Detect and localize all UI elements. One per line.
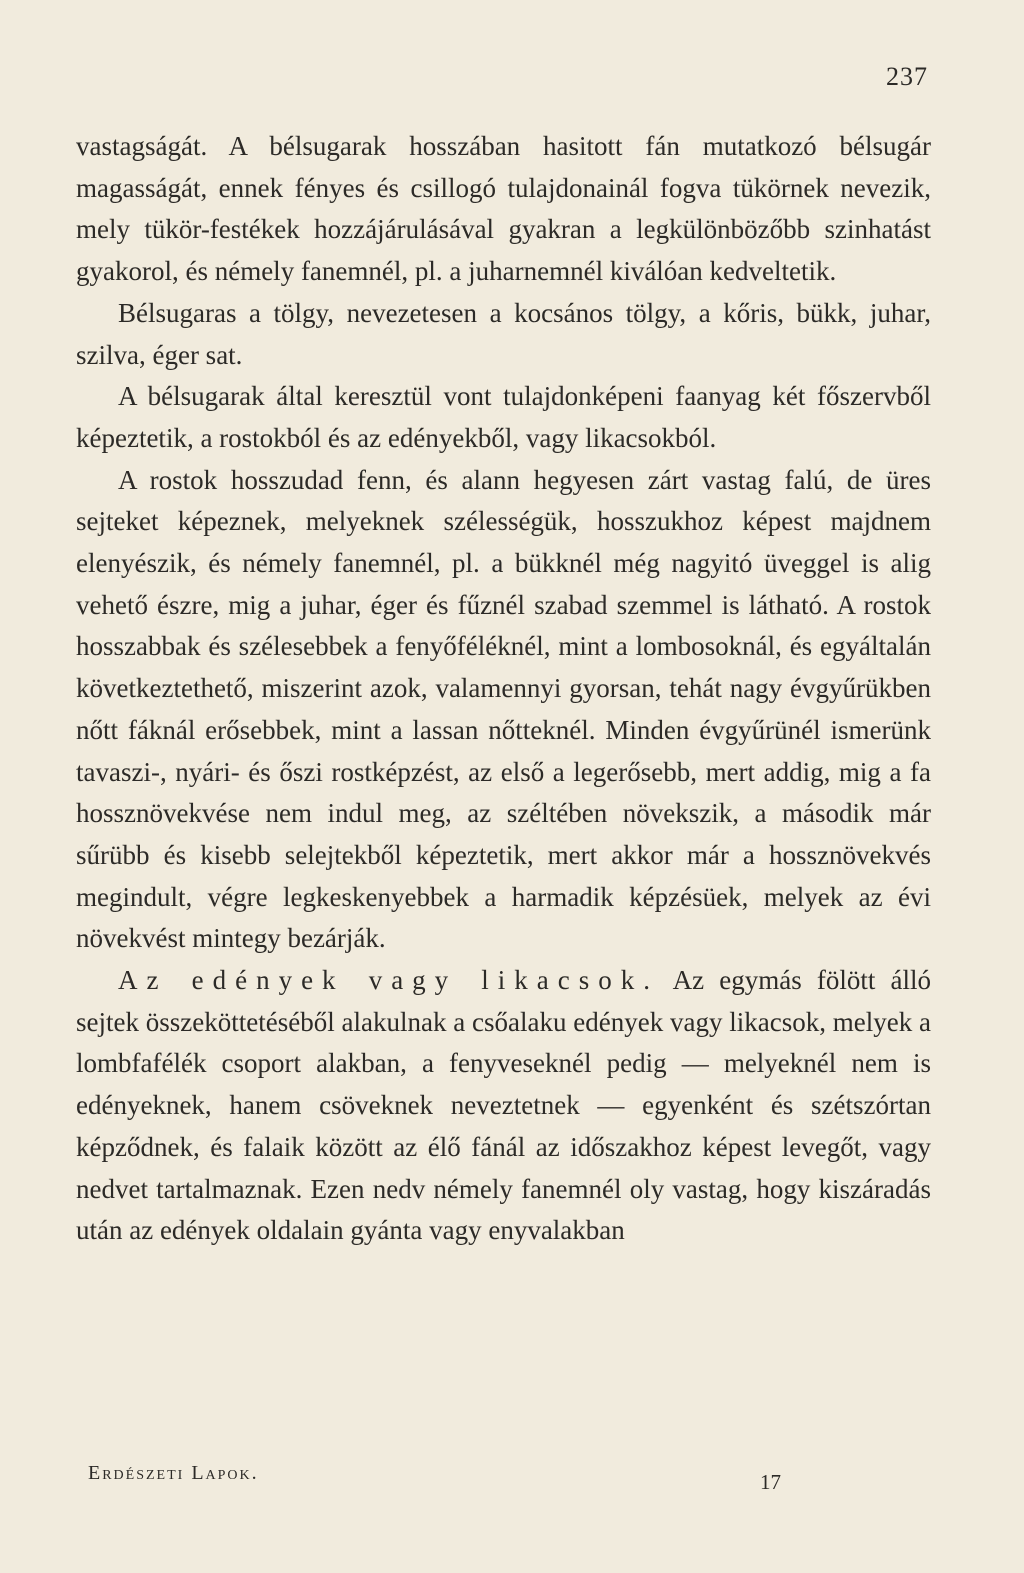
journal-title: Erdészeti Lapok. xyxy=(88,1462,259,1484)
spaced-heading: Az edények vagy likacsok. xyxy=(118,965,660,996)
paragraph-3: A bélsugarak által keresztül vont tulajdonképeni faanyag két főszervből képeztetik, a rostokból és az edényekből, vagy likacsokból. xyxy=(76,381,931,453)
page-number: 237 xyxy=(886,62,928,91)
body-text xyxy=(76,126,931,1252)
paragraph-4: A rostok hosszudad fenn, és alann hegyesen zárt vastag falú, de üres sejteket képeznek, melyeknek szélességük, hosszukhoz képest majdnem elenyészik, és némely fanemnél, pl. a bükknél még nagyitó üveggel is alig vehető észre, mig a juhar, éger és fűznél szabad szemmel is látható. A rostok hosszabbak és szélesebbek a fenyőféléknél, mint a lombosoknál, és egyáltalán következtethető, miszerint azok, valamennyi gyorsan, tehát nagy évgyűrükben nőtt fáknál erősebbek, mint a lassan nőtteknél. Minden évgyűrünél ismerünk tavaszi-, nyári- és őszi rostképzést, az első a legerősebb, mert addig, mig a fa hossznövekvése nem indul meg, az széltében növekszik, a második már sűrübb és kisebb selejtekből képeztetik, mert akkor már a hossznövekvés megindult, végre legkeskenyebbek a harmadik képzésüek, melyek az évi növekvést mintegy bezárják. xyxy=(76,464,931,954)
paragraph-5-text: Az egymás fölött álló sejtek összeköttetéséből alakulnak a csőalaku edények vagy likacsok, melyek a lombfafélék csoport alakban, a fenyveseknél pedig — melyeknél nem is edényeknek, hanem csöveknek neveztetnek — egyenként és szétszórtan képződnek, és falaik között az élő fánál az időszakhoz képest levegőt, vagy nedvet tartalmaznak. Ezen nedv némely fanemnél oly vastag, hogy kiszáradás után az edények oldalain gyánta vagy enyvalakban xyxy=(76,965,931,1246)
paragraph-5 xyxy=(76,960,931,1252)
signature-mark: 17 xyxy=(760,1470,781,1494)
paragraph-1: vastagságát. A bélsugarak hosszában hasitott fán mutatkozó bélsugár magasságát, ennek fényes és csillogó tulajdonainál fogva tükörnek nevezik, mely tükör-festékek hozzájárulásával gyakran a legkülönbözőbb szinhatást gyakorol, és némely fanemnél, pl. a juharnemnél kiválóan kedveltetik. xyxy=(76,131,931,287)
page-footer xyxy=(88,1462,808,1494)
paragraph-2: Bélsugaras a tölgy, nevezetesen a kocsános tölgy, a kőris, bükk, juhar, szilva, éger sat. xyxy=(76,297,931,370)
